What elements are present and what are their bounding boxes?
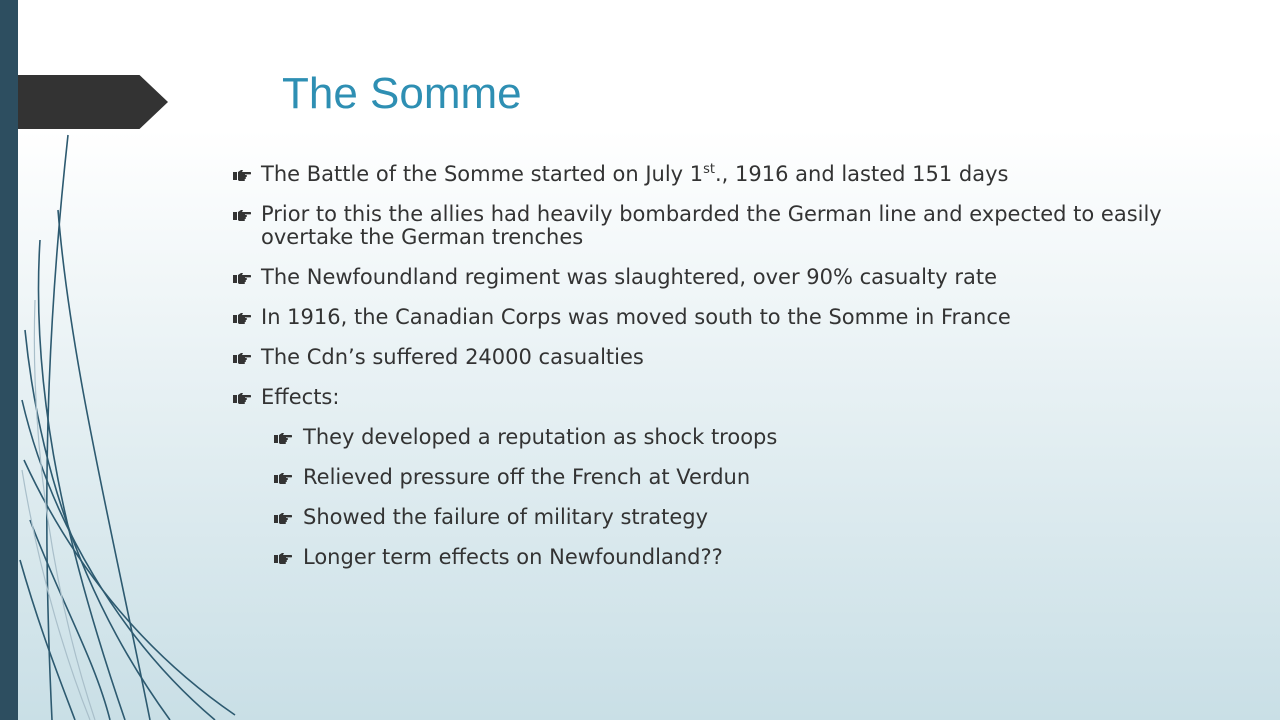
right-hand-pointer-icon <box>274 552 292 564</box>
right-hand-pointer-icon <box>274 512 292 524</box>
sub-bullet-text: Relieved pressure off the French at Verdun <box>303 465 751 489</box>
bullet-text: In 1916, the Canadian Corps was moved south to the Somme in France <box>261 305 1011 329</box>
bullet-item <box>232 346 1242 369</box>
bullet-text: Effects: <box>261 385 340 409</box>
bullet-text: The Newfoundland regiment was slaughtered, over 90% casualty rate <box>261 265 997 289</box>
bullet-text: Prior to this the allies had heavily bombarded the German line and expected to easily overtake the German trenches <box>261 202 1162 249</box>
bullet-item <box>232 203 1242 249</box>
bullet-item <box>232 386 1242 409</box>
right-hand-pointer-icon <box>233 209 251 221</box>
sub-bullet-item <box>273 426 1242 449</box>
right-hand-pointer-icon <box>233 312 251 324</box>
sub-bullet-item <box>273 506 1242 529</box>
sub-bullet-text: They developed a reputation as shock troops <box>303 425 778 449</box>
superscript: st <box>703 162 715 177</box>
sub-bullet-text: Showed the failure of military strategy <box>303 505 709 529</box>
right-hand-pointer-icon <box>233 169 251 181</box>
bullet-text: The Battle of the Somme started on July 1 <box>261 162 704 186</box>
sub-bullet-text: Longer term effects on Newfoundland?? <box>303 545 723 569</box>
bullet-item <box>232 266 1242 289</box>
sub-bullet-item <box>273 546 1242 569</box>
slide-title: The Somme <box>282 69 522 118</box>
right-hand-pointer-icon <box>233 352 251 364</box>
bullet-list <box>232 163 1242 586</box>
sub-bullet-item <box>273 466 1242 489</box>
bullet-text-continued: ., 1916 and lasted 151 days <box>715 162 1009 186</box>
right-hand-pointer-icon <box>233 392 251 404</box>
bullet-item <box>232 163 1242 186</box>
right-hand-pointer-icon <box>274 472 292 484</box>
right-hand-pointer-icon <box>233 272 251 284</box>
bullet-item <box>232 306 1242 329</box>
bullet-text: The Cdn’s suffered 24000 casualties <box>261 345 644 369</box>
title-tab-shape <box>18 75 168 129</box>
right-hand-pointer-icon <box>274 432 292 444</box>
